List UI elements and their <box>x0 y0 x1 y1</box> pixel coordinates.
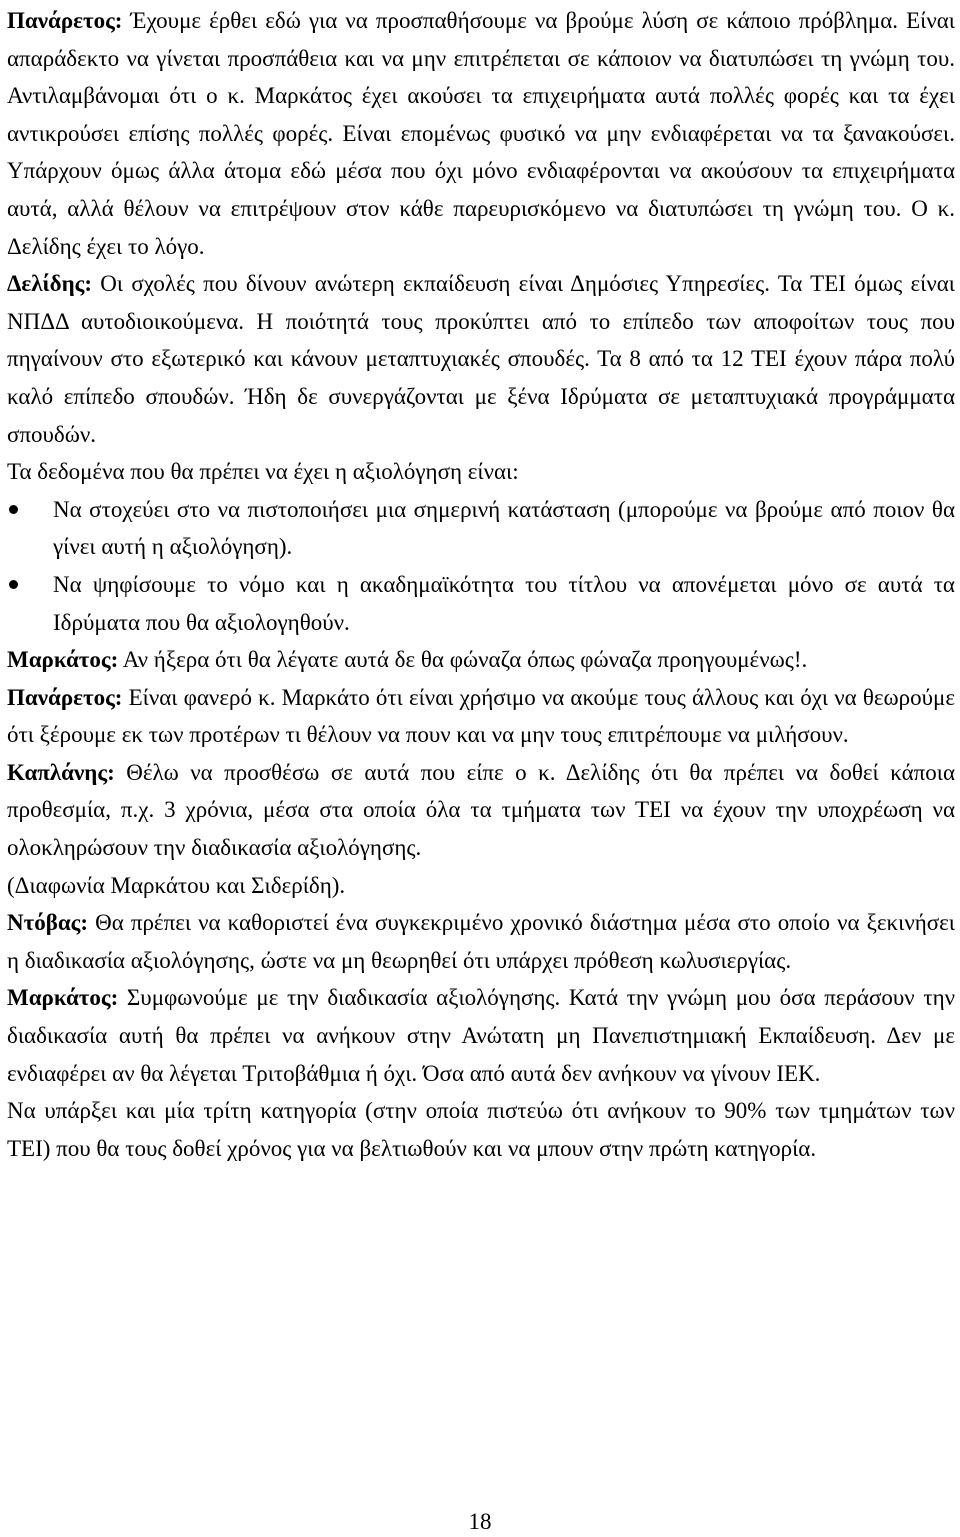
paragraph-text: Έχουμε έρθει εδώ για να προσπαθήσουμε να βρούμε λύση σε κάποιο πρόβλημα. Είναι απαράδεκτο να γίνεται προσπάθεια και να μην επιτρέπεται σε κάποιον να διατυπώσει τη γνώμη του. Αντιλαμβάνομαι ότι ο κ. Μαρκάτος έχει ακούσει τα επιχειρήματα αυτά πολλές φορές και τα έχει αντικρούσει επίσης πολλές φορές. Είναι επομένως φυσικό να μην ενδιαφέρεται να τα ξανακούσει. Υπάρχουν όμως άλλα άτομα εδώ μέσα που όχι μόνο ενδιαφέρονται να ακούσουν τα επιχειρήματα αυτά, αλλά θέλουν να επιτρέψουν στον κάθε παρευρισκόμενο να διατυπώσει τη γνώμη του. Ο κ. Δελίδης έχει το λόγο. <box>7 8 955 259</box>
bullet-list <box>7 491 955 641</box>
paragraph-text: Οι σχολές που δίνουν ανώτερη εκπαίδευση είναι Δημόσιες Υπηρεσίες. Τα ΤΕΙ όμως είναι ΝΠΔΔ αυτοδιοικούμενα. Η ποιότητά τους προκύπτει από το επίπεδο των αποφοίτων τους που πηγαίνουν στο εξωτερικό και κάνουν μεταπτυχιακές σπουδές. Τα 8 από τα 12 ΤΕΙ έχουν πάρα πολύ καλό επίπεδο σπουδών. Ήδη δε συνεργάζονται με ξένα Ιδρύματα σε μεταπτυχιακά προγράμματα σπουδών. <box>7 271 955 447</box>
document-page <box>7 0 955 1537</box>
paragraph-kaplanis <box>7 754 955 867</box>
paragraph-ntovas <box>7 904 955 979</box>
paragraph-panaretos-1 <box>7 2 955 265</box>
paragraph-text: Αν ήξερα ότι θα λέγατε αυτά δε θα φώναζα όπως φώναζα προηγουμένως!. <box>118 647 808 673</box>
list-item-text: Να στοχεύει στο να πιστοποιήσει μια σημερινή κατάσταση (μπορούμε να βρούμε από ποιον θα γίνει αυτή η αξιολόγηση). <box>53 496 955 560</box>
speaker-name: Μαρκάτος: <box>7 647 119 673</box>
speaker-name: Καπλάνης: <box>7 759 115 785</box>
list-item-text: Να ψηφίσουμε το νόμο και η ακαδημαϊκότητα του τίτλου να απονέμεται μόνο σε αυτά τα Ιδρύματα που θα αξιολογηθούν. <box>53 571 955 635</box>
speaker-name: Μαρκάτος: <box>7 985 119 1011</box>
paragraph-text: Θα πρέπει να καθοριστεί ένα συγκεκριμένο χρονικό διάστημα μέσα στο οποίο να ξεκινήσει η διαδικασία αξιολόγησης, ώστε να μη θεωρηθεί ότι υπάρχει πρόθεση κωλυσιεργίας. <box>7 910 955 973</box>
paragraph-disagreement-note <box>7 867 955 905</box>
speaker-name: Πανάρετος: <box>7 8 123 33</box>
list-item <box>7 566 955 641</box>
paragraph-evaluation-intro <box>7 453 955 491</box>
paragraph-text: Είναι φανερό κ. Μαρκάτο ότι είναι χρήσιμο να ακούμε τους άλλους και όχι να θεωρούμε ότι ξέρουμε εκ των προτέρων τι θέλουν να πουν και να μην τους επιτρέπουμε να μιλήσουν. <box>7 684 955 748</box>
paragraph-delidis <box>7 265 955 453</box>
page-number: 18 <box>468 1509 492 1534</box>
paragraph-text: Να υπάρξει και μία τρίτη κατηγορία (στην οποία πιστεύω ότι ανήκουν το 90% των τμημάτων των ΤΕΙ) που θα τους δοθεί χρόνος για να βελτιωθούν και να μπουν στην πρώτη κατηγορία. <box>7 1098 955 1161</box>
speaker-name: Πανάρετος: <box>7 684 123 710</box>
paragraph-panaretos-2 <box>7 679 955 754</box>
list-item <box>7 491 955 566</box>
speaker-name: Ντόβας: <box>7 910 89 936</box>
bullet-icon <box>9 505 18 514</box>
paragraph-text: Συμφωνούμε με την διαδικασία αξιολόγησης. Κατά την γνώμη μου όσα περάσουν την διαδικασία αυτή θα πρέπει να ανήκουν στην Ανώτατη μη Πανεπιστημιακή Εκπαίδευση. Δεν με ενδιαφέρει αν θα λέγεται Τριτοβάθμια ή όχι. Όσα από αυτά δεν ανήκουν να γίνουν ΙΕΚ. <box>7 985 955 1086</box>
bullet-icon <box>9 580 18 589</box>
paragraph-text: (Διαφωνία Μαρκάτου και Σιδερίδη). <box>7 872 346 898</box>
paragraph-third-category <box>7 1092 955 1167</box>
speaker-name: Δελίδης: <box>7 271 93 297</box>
paragraph-markatos-2 <box>7 979 955 1092</box>
paragraph-text: Τα δεδομένα που θα πρέπει να έχει η αξιολόγηση είναι: <box>7 459 519 485</box>
paragraph-markatos-1 <box>7 641 955 679</box>
paragraph-text: Θέλω να προσθέσω σε αυτά που είπε ο κ. Δελίδης ότι θα πρέπει να δοθεί κάποια προθεσμία, π.χ. 3 χρόνια, μέσα στα οποία όλα τα τμήματα των ΤΕΙ να έχουν την υποχρέωση να ολοκληρώσουν την διαδικασία αξιολόγησης. <box>7 759 955 861</box>
